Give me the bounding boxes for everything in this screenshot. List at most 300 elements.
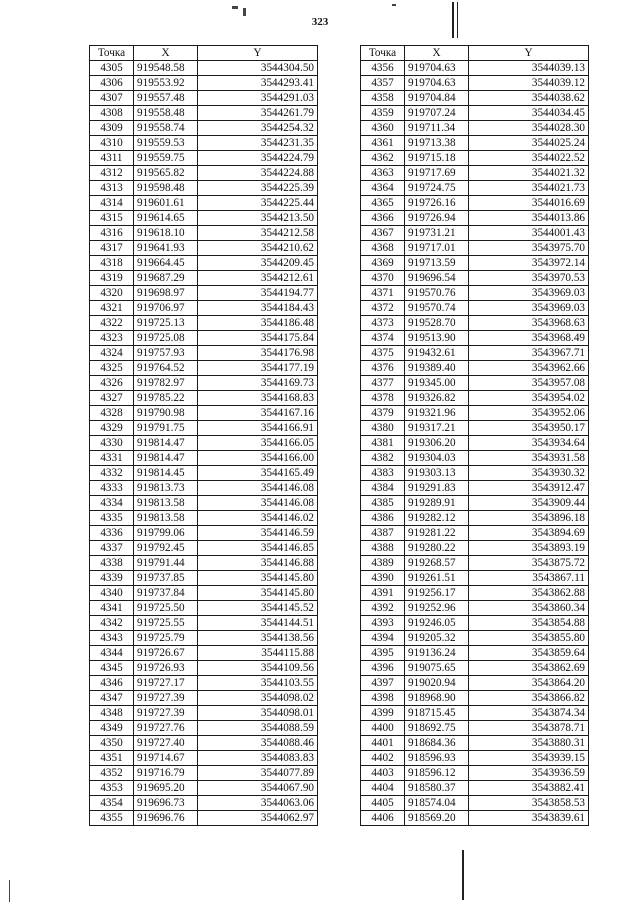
x-cell: 919696.76 (134, 811, 198, 826)
table-row (90, 571, 318, 586)
point-cell: 4371 (361, 286, 405, 301)
y-cell: 3543967.71 (469, 346, 589, 361)
table-row (90, 811, 318, 826)
table-header-row (361, 46, 589, 61)
y-cell: 3544025.24 (469, 136, 589, 151)
x-cell: 919559.53 (134, 136, 198, 151)
point-cell: 4401 (361, 736, 405, 751)
table-row (90, 241, 318, 256)
table-row (90, 181, 318, 196)
point-cell: 4347 (90, 691, 134, 706)
x-cell: 919598.48 (134, 181, 198, 196)
table-row (90, 136, 318, 151)
y-cell: 3544098.01 (198, 706, 318, 721)
x-cell: 919814.47 (134, 436, 198, 451)
y-cell: 3544144.51 (198, 616, 318, 631)
table-row (361, 181, 589, 196)
table-row (90, 781, 318, 796)
x-cell: 919289.91 (405, 496, 469, 511)
header-x: X (134, 46, 198, 61)
x-cell: 919813.73 (134, 481, 198, 496)
point-cell: 4361 (361, 136, 405, 151)
x-cell: 919553.92 (134, 76, 198, 91)
y-cell: 3543875.72 (469, 556, 589, 571)
table-row (361, 376, 589, 391)
point-cell: 4364 (361, 181, 405, 196)
x-cell: 919764.52 (134, 361, 198, 376)
table-row (361, 451, 589, 466)
table-row (361, 316, 589, 331)
x-cell: 919696.54 (405, 271, 469, 286)
point-cell: 4363 (361, 166, 405, 181)
point-cell: 4346 (90, 676, 134, 691)
point-cell: 4327 (90, 391, 134, 406)
x-cell: 919725.79 (134, 631, 198, 646)
point-cell: 4350 (90, 736, 134, 751)
y-cell: 3544013.86 (469, 211, 589, 226)
table-row (361, 721, 589, 736)
point-cell: 4406 (361, 811, 405, 826)
table-row (90, 121, 318, 136)
x-cell: 919726.67 (134, 646, 198, 661)
point-cell: 4365 (361, 196, 405, 211)
point-cell: 4315 (90, 211, 134, 226)
x-cell: 919791.75 (134, 421, 198, 436)
table-row (90, 691, 318, 706)
y-cell: 3543969.03 (469, 286, 589, 301)
point-cell: 4341 (90, 601, 134, 616)
x-cell: 919321.96 (405, 406, 469, 421)
table-row (90, 556, 318, 571)
y-cell: 3543969.03 (469, 301, 589, 316)
point-cell: 4326 (90, 376, 134, 391)
point-cell: 4400 (361, 721, 405, 736)
y-cell: 3544038.62 (469, 91, 589, 106)
point-cell: 4305 (90, 61, 134, 76)
x-cell: 919280.22 (405, 541, 469, 556)
x-cell: 919813.58 (134, 511, 198, 526)
table-row (90, 211, 318, 226)
table-row (361, 256, 589, 271)
y-cell: 3544146.59 (198, 526, 318, 541)
y-cell: 3544231.35 (198, 136, 318, 151)
point-cell: 4349 (90, 721, 134, 736)
point-cell: 4370 (361, 271, 405, 286)
table-row (361, 76, 589, 91)
y-cell: 3544210.62 (198, 241, 318, 256)
table-row (90, 421, 318, 436)
point-cell: 4369 (361, 256, 405, 271)
table-row (361, 241, 589, 256)
point-cell: 4352 (90, 766, 134, 781)
point-cell: 4404 (361, 781, 405, 796)
x-cell: 919737.84 (134, 586, 198, 601)
table-row (361, 361, 589, 376)
table-row (90, 736, 318, 751)
point-cell: 4329 (90, 421, 134, 436)
x-cell: 919725.08 (134, 331, 198, 346)
y-cell: 3544304.50 (198, 61, 318, 76)
y-cell: 3544145.80 (198, 586, 318, 601)
table-row (361, 571, 589, 586)
x-cell: 919792.45 (134, 541, 198, 556)
table-row (361, 211, 589, 226)
x-cell: 919724.75 (405, 181, 469, 196)
point-cell: 4321 (90, 301, 134, 316)
table-row (90, 526, 318, 541)
table-row (361, 226, 589, 241)
x-cell: 919614.65 (134, 211, 198, 226)
x-cell: 919731.21 (405, 226, 469, 241)
table-row (90, 91, 318, 106)
y-cell: 3544028.30 (469, 121, 589, 136)
point-cell: 4395 (361, 646, 405, 661)
y-cell: 3543930.32 (469, 466, 589, 481)
x-cell: 919704.63 (405, 76, 469, 91)
y-cell: 3544039.12 (469, 76, 589, 91)
y-cell: 3543954.02 (469, 391, 589, 406)
table-row (90, 391, 318, 406)
table-row (361, 406, 589, 421)
table-row (90, 256, 318, 271)
point-cell: 4389 (361, 556, 405, 571)
table-row (361, 436, 589, 451)
point-cell: 4308 (90, 106, 134, 121)
table-row (90, 271, 318, 286)
point-cell: 4320 (90, 286, 134, 301)
x-cell: 919136.24 (405, 646, 469, 661)
x-cell: 919281.22 (405, 526, 469, 541)
table-row (361, 331, 589, 346)
table-row (90, 706, 318, 721)
y-cell: 3543862.69 (469, 661, 589, 676)
point-cell: 4403 (361, 766, 405, 781)
y-cell: 3543862.88 (469, 586, 589, 601)
table-row (90, 586, 318, 601)
binding-mark-bottom (462, 850, 464, 900)
y-cell: 3544146.88 (198, 556, 318, 571)
y-cell: 3543874.34 (469, 706, 589, 721)
point-cell: 4316 (90, 226, 134, 241)
y-cell: 3544146.08 (198, 481, 318, 496)
y-cell: 3544166.91 (198, 421, 318, 436)
table-row (361, 301, 589, 316)
point-cell: 4362 (361, 151, 405, 166)
point-cell: 4318 (90, 256, 134, 271)
x-cell: 918580.37 (405, 781, 469, 796)
x-cell: 919304.03 (405, 451, 469, 466)
table-row (90, 166, 318, 181)
table-row (361, 346, 589, 361)
x-cell: 919704.84 (405, 91, 469, 106)
table-header-row (90, 46, 318, 61)
point-cell: 4391 (361, 586, 405, 601)
point-cell: 4375 (361, 346, 405, 361)
x-cell: 919306.20 (405, 436, 469, 451)
point-cell: 4384 (361, 481, 405, 496)
table-row (361, 676, 589, 691)
scan-speck (243, 8, 246, 16)
y-cell: 3543896.18 (469, 511, 589, 526)
x-cell: 919737.85 (134, 571, 198, 586)
x-cell: 919664.45 (134, 256, 198, 271)
y-cell: 3544034.45 (469, 106, 589, 121)
x-cell: 919725.50 (134, 601, 198, 616)
x-cell: 918596.93 (405, 751, 469, 766)
table-row (361, 286, 589, 301)
y-cell: 3544177.19 (198, 361, 318, 376)
x-cell: 919790.98 (134, 406, 198, 421)
header-point: Точка (361, 46, 405, 61)
table-row (90, 541, 318, 556)
y-cell: 3543858.53 (469, 796, 589, 811)
y-cell: 3544184.43 (198, 301, 318, 316)
point-cell: 4313 (90, 181, 134, 196)
x-cell: 919717.01 (405, 241, 469, 256)
scan-speck (392, 4, 396, 6)
table-row (90, 676, 318, 691)
table-row (90, 661, 318, 676)
y-cell: 3544138.56 (198, 631, 318, 646)
point-cell: 4330 (90, 436, 134, 451)
x-cell: 919799.06 (134, 526, 198, 541)
table-row (361, 736, 589, 751)
x-cell: 919326.82 (405, 391, 469, 406)
x-cell: 919559.75 (134, 151, 198, 166)
point-cell: 4396 (361, 661, 405, 676)
point-cell: 4397 (361, 676, 405, 691)
x-cell: 918596.12 (405, 766, 469, 781)
y-cell: 3544063.06 (198, 796, 318, 811)
point-cell: 4317 (90, 241, 134, 256)
header-y: Y (469, 46, 589, 61)
point-cell: 4328 (90, 406, 134, 421)
x-cell: 919713.38 (405, 136, 469, 151)
point-cell: 4307 (90, 91, 134, 106)
y-cell: 3544212.58 (198, 226, 318, 241)
table-row (90, 331, 318, 346)
y-cell: 3544145.80 (198, 571, 318, 586)
point-cell: 4336 (90, 526, 134, 541)
y-cell: 3544194.77 (198, 286, 318, 301)
point-cell: 4392 (361, 601, 405, 616)
point-cell: 4319 (90, 271, 134, 286)
y-cell: 3543957.08 (469, 376, 589, 391)
point-cell: 4339 (90, 571, 134, 586)
y-cell: 3544293.41 (198, 76, 318, 91)
table-row (361, 781, 589, 796)
point-cell: 4340 (90, 586, 134, 601)
y-cell: 3544146.08 (198, 496, 318, 511)
point-cell: 4357 (361, 76, 405, 91)
point-cell: 4322 (90, 316, 134, 331)
x-cell: 919291.83 (405, 481, 469, 496)
table-row (361, 601, 589, 616)
x-cell: 919814.45 (134, 466, 198, 481)
x-cell: 919020.94 (405, 676, 469, 691)
x-cell: 919618.10 (134, 226, 198, 241)
coordinates-table-left (89, 45, 318, 826)
point-cell: 4342 (90, 616, 134, 631)
point-cell: 4379 (361, 406, 405, 421)
table-row (361, 106, 589, 121)
table-row (361, 541, 589, 556)
point-cell: 4393 (361, 616, 405, 631)
table-row (90, 466, 318, 481)
table-row (361, 796, 589, 811)
x-cell: 919727.76 (134, 721, 198, 736)
y-cell: 3544021.32 (469, 166, 589, 181)
x-cell: 919075.65 (405, 661, 469, 676)
table-row (90, 106, 318, 121)
y-cell: 3544224.88 (198, 166, 318, 181)
point-cell: 4386 (361, 511, 405, 526)
x-cell: 919558.74 (134, 121, 198, 136)
x-cell: 919513.90 (405, 331, 469, 346)
point-cell: 4378 (361, 391, 405, 406)
x-cell: 919345.00 (405, 376, 469, 391)
table-row (90, 766, 318, 781)
x-cell: 919268.57 (405, 556, 469, 571)
point-cell: 4383 (361, 466, 405, 481)
y-cell: 3543893.19 (469, 541, 589, 556)
y-cell: 3544146.02 (198, 511, 318, 526)
y-cell: 3543859.64 (469, 646, 589, 661)
point-cell: 4353 (90, 781, 134, 796)
table-row (361, 661, 589, 676)
table-row (361, 91, 589, 106)
point-cell: 4309 (90, 121, 134, 136)
y-cell: 3543952.06 (469, 406, 589, 421)
y-cell: 3543854.88 (469, 616, 589, 631)
y-cell: 3544212.61 (198, 271, 318, 286)
point-cell: 4355 (90, 811, 134, 826)
y-cell: 3544062.97 (198, 811, 318, 826)
table-row (90, 61, 318, 76)
table-row (90, 226, 318, 241)
x-cell: 919570.74 (405, 301, 469, 316)
table-row (90, 481, 318, 496)
x-cell: 919714.67 (134, 751, 198, 766)
table-row (361, 691, 589, 706)
x-cell: 919432.61 (405, 346, 469, 361)
y-cell: 3544088.46 (198, 736, 318, 751)
y-cell: 3544225.39 (198, 181, 318, 196)
x-cell: 918684.36 (405, 736, 469, 751)
table-row (90, 496, 318, 511)
header-y: Y (198, 46, 318, 61)
table-row (90, 451, 318, 466)
y-cell: 3543912.47 (469, 481, 589, 496)
y-cell: 3544001.43 (469, 226, 589, 241)
x-cell: 919303.13 (405, 466, 469, 481)
table-row (361, 706, 589, 721)
x-cell: 918692.75 (405, 721, 469, 736)
table-row (361, 526, 589, 541)
x-cell: 919727.17 (134, 676, 198, 691)
x-cell: 919558.48 (134, 106, 198, 121)
point-cell: 4354 (90, 796, 134, 811)
table-row (361, 586, 589, 601)
y-cell: 3544225.44 (198, 196, 318, 211)
point-cell: 4335 (90, 511, 134, 526)
table-row (90, 721, 318, 736)
y-cell: 3543950.17 (469, 421, 589, 436)
point-cell: 4358 (361, 91, 405, 106)
table-row (90, 616, 318, 631)
y-cell: 3544175.84 (198, 331, 318, 346)
y-cell: 3544224.79 (198, 151, 318, 166)
y-cell: 3543931.58 (469, 451, 589, 466)
point-cell: 4338 (90, 556, 134, 571)
point-cell: 4348 (90, 706, 134, 721)
y-cell: 3543972.14 (469, 256, 589, 271)
x-cell: 919757.93 (134, 346, 198, 361)
table-row (90, 601, 318, 616)
point-cell: 4345 (90, 661, 134, 676)
y-cell: 3544098.02 (198, 691, 318, 706)
table-row (361, 511, 589, 526)
table-row (361, 196, 589, 211)
point-cell: 4372 (361, 301, 405, 316)
x-cell: 918569.20 (405, 811, 469, 826)
point-cell: 4343 (90, 631, 134, 646)
point-cell: 4306 (90, 76, 134, 91)
y-cell: 3544291.03 (198, 91, 318, 106)
y-cell: 3544103.55 (198, 676, 318, 691)
point-cell: 4385 (361, 496, 405, 511)
x-cell: 919695.20 (134, 781, 198, 796)
table-row (90, 646, 318, 661)
point-cell: 4398 (361, 691, 405, 706)
table-row (361, 271, 589, 286)
y-cell: 3544146.85 (198, 541, 318, 556)
table-row (90, 511, 318, 526)
y-cell: 3543936.59 (469, 766, 589, 781)
point-cell: 4377 (361, 376, 405, 391)
table-row (90, 196, 318, 211)
table-row (361, 646, 589, 661)
table-row (90, 751, 318, 766)
table-row (361, 481, 589, 496)
x-cell: 919528.70 (405, 316, 469, 331)
y-cell: 3544168.83 (198, 391, 318, 406)
y-cell: 3544165.49 (198, 466, 318, 481)
point-cell: 4359 (361, 106, 405, 121)
y-cell: 3544213.50 (198, 211, 318, 226)
y-cell: 3543968.63 (469, 316, 589, 331)
table-row (90, 361, 318, 376)
point-cell: 4331 (90, 451, 134, 466)
header-point: Точка (90, 46, 134, 61)
y-cell: 3543860.34 (469, 601, 589, 616)
table-row (361, 466, 589, 481)
x-cell: 919726.16 (405, 196, 469, 211)
table-row (361, 61, 589, 76)
table-row (361, 616, 589, 631)
table-row (90, 631, 318, 646)
x-cell: 919725.55 (134, 616, 198, 631)
x-cell: 919813.58 (134, 496, 198, 511)
point-cell: 4334 (90, 496, 134, 511)
point-cell: 4332 (90, 466, 134, 481)
y-cell: 3543970.53 (469, 271, 589, 286)
page-number: 323 (311, 16, 329, 28)
point-cell: 4374 (361, 331, 405, 346)
scan-speck (9, 880, 10, 902)
x-cell: 919641.93 (134, 241, 198, 256)
point-cell: 4382 (361, 451, 405, 466)
